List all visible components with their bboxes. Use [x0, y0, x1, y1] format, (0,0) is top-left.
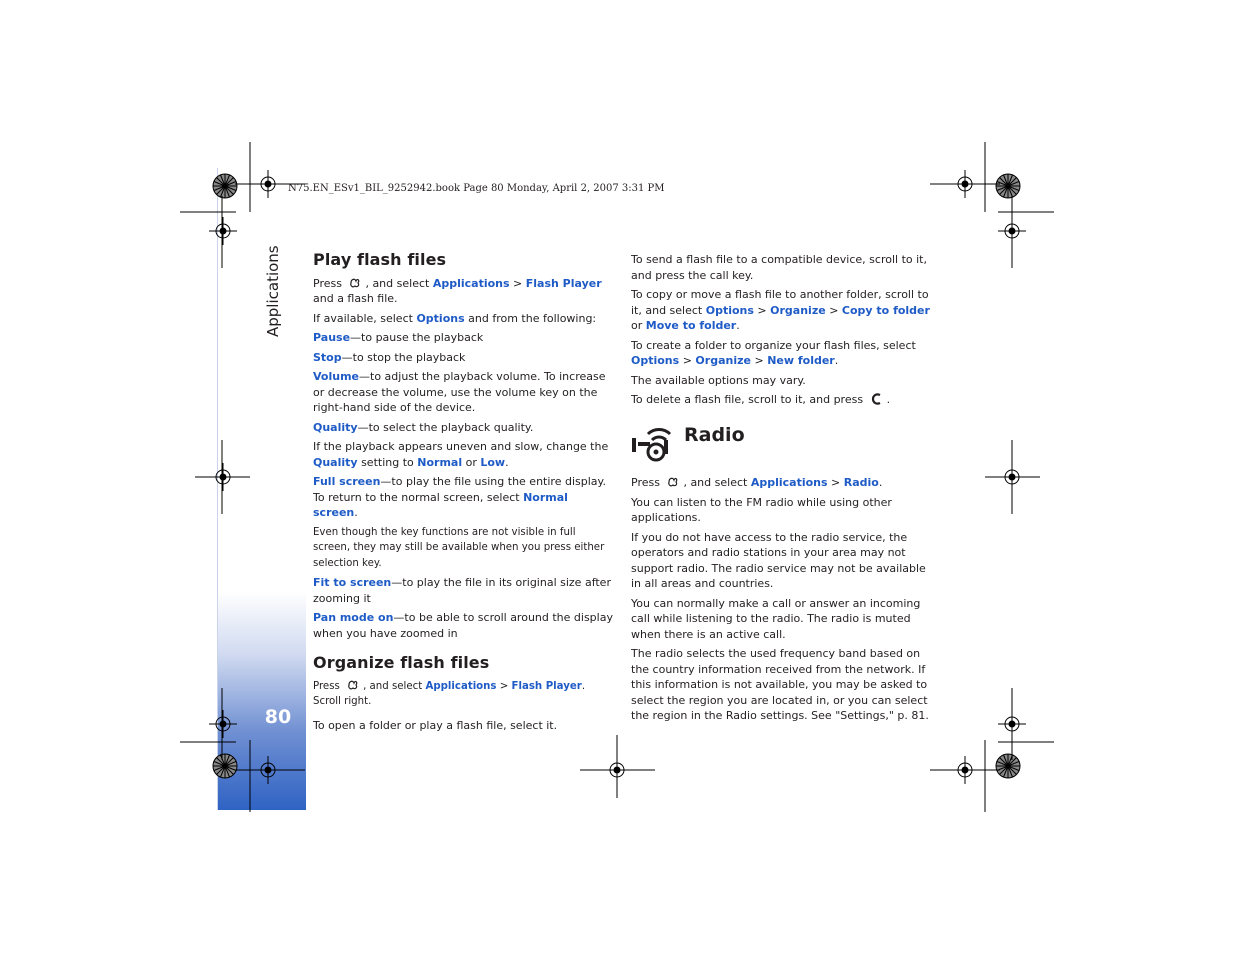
text: , and select — [683, 476, 751, 489]
radio-access-text: If you do not have access to the radio service, the operators and radio stations in your area may not support radio. The radio service may not be available in all areas and countries. — [631, 530, 926, 590]
radio-icon — [630, 426, 674, 464]
radio-band-text: The radio selects the used frequency band based on the country information received from the network. If this information is not available, you may be asked to select the region you are located in, or you can select the region in the Radio settings. See "Settings," p. 81. — [631, 647, 929, 722]
star-mark-bottom-left — [213, 754, 237, 778]
normal-screen-link[interactable]: Normal screen — [313, 490, 568, 519]
send-text: To send a flash file to a compatible device, scroll to it, and press the call key. — [631, 253, 927, 282]
star-mark-bottom-right — [996, 754, 1020, 778]
page-number: 80 — [264, 706, 292, 728]
quality-option — [313, 420, 615, 436]
pause-link[interactable]: Pause — [313, 331, 351, 344]
text: and from the following: — [464, 311, 597, 325]
pause-option — [313, 330, 615, 346]
uneven-playback — [313, 439, 615, 470]
text: —to pause the playback — [350, 331, 484, 344]
organize-heading: Organize flash files — [313, 653, 490, 672]
text: , and select — [365, 276, 433, 290]
separator: > — [496, 680, 512, 692]
text: . — [736, 319, 740, 332]
radio-instructions — [631, 475, 935, 491]
organize-link[interactable]: Organize — [770, 303, 826, 317]
copy-to-folder-link[interactable]: Copy to folder — [841, 303, 930, 317]
move-to-folder-link[interactable]: Move to folder — [645, 319, 737, 332]
play-flash-heading: Play flash files — [313, 250, 447, 269]
full-screen-link[interactable]: Full screen — [313, 475, 381, 488]
stop-option — [313, 350, 615, 366]
flash-player-link[interactable]: Flash Player — [525, 276, 602, 290]
low-link[interactable]: Low — [480, 455, 506, 469]
radio-call-text: You can normally make a call or answer an incoming call while listening to the radio. The radio is muted when there is an active call. — [631, 596, 921, 641]
radio-heading: Radio — [684, 424, 745, 446]
text: Press — [313, 276, 346, 290]
text: . — [886, 393, 891, 406]
text: . — [505, 455, 509, 469]
right-column-radio — [631, 475, 935, 728]
text: or — [631, 319, 646, 332]
text: —to stop the playback — [341, 350, 466, 364]
text: To copy or move a flash file to another folder, scroll to it, and select — [631, 288, 929, 317]
separator: > — [827, 476, 844, 489]
fullscreen-option — [313, 474, 615, 521]
applications-link-3[interactable]: Applications — [750, 476, 828, 489]
text: If available, select — [313, 311, 417, 325]
text: setting to — [357, 455, 418, 469]
menu-key-icon — [666, 476, 680, 488]
text: Press — [313, 680, 344, 692]
reg-mark-left-lower — [209, 710, 237, 738]
applications-link-2[interactable]: Applications — [425, 680, 497, 692]
text: To delete a flash file, scroll to it, and press — [631, 393, 867, 406]
normal-link[interactable]: Normal — [417, 455, 463, 469]
pan-option — [313, 610, 615, 641]
delete-text — [631, 392, 933, 408]
options-link-3[interactable]: Options — [631, 354, 680, 367]
text: , and select — [363, 680, 426, 692]
separator: > — [753, 303, 771, 317]
options-intro — [313, 311, 615, 327]
organize-instructions — [313, 679, 615, 710]
copy-text — [631, 287, 933, 334]
text: . — [834, 354, 839, 367]
print-header: N75.EN_ESv1_BIL_9252942.book Page 80 Monday, April 2, 2007 3:31 PM — [288, 183, 665, 194]
new-folder-link[interactable]: New folder — [767, 354, 835, 367]
radio-link[interactable]: Radio — [843, 476, 879, 489]
text: —to be able to scroll around the display when you have zoomed in — [313, 611, 613, 640]
text: or — [462, 455, 481, 469]
pan-mode-link[interactable]: Pan mode on — [313, 611, 394, 624]
play-instructions — [313, 276, 615, 307]
applications-link[interactable]: Applications — [432, 276, 510, 290]
quality-link[interactable]: Quality — [313, 420, 358, 434]
options-link[interactable]: Options — [416, 311, 465, 325]
star-mark-top-right — [996, 174, 1020, 198]
stop-link[interactable]: Stop — [313, 350, 342, 364]
create-folder-text — [631, 338, 933, 369]
right-column-top — [631, 252, 933, 412]
section-label: Applications — [264, 245, 282, 337]
separator: > — [825, 303, 842, 317]
options-link-2[interactable]: Options — [705, 303, 754, 317]
star-mark-top-left — [213, 174, 237, 198]
menu-key-icon — [346, 679, 360, 691]
text: . Scroll right. — [313, 680, 586, 707]
fit-option — [313, 575, 615, 606]
flash-player-link-2[interactable]: Flash Player — [511, 680, 582, 692]
text: To create a folder to organize your flash files, select — [631, 338, 916, 352]
menu-key-icon — [348, 277, 362, 289]
open-folder-text: To open a folder or play a flash file, select it. — [313, 718, 558, 732]
clear-key-icon — [870, 393, 884, 405]
separator: > — [509, 276, 526, 290]
left-column — [313, 252, 615, 737]
text: . — [878, 476, 883, 489]
text: —to adjust the playback volume. To increase or decrease the volume, use the volume key on the right-hand side of the device. — [313, 370, 606, 414]
text: —to play the file in its original size after zooming it — [313, 576, 611, 605]
fullscreen-note: Even though the key functions are not visible in full screen, they may still be available when you press either selection key. — [313, 526, 605, 569]
separator: > — [679, 354, 696, 367]
quality-link-2[interactable]: Quality — [313, 455, 358, 469]
organize-link-2[interactable]: Organize — [695, 354, 751, 367]
text: . — [354, 506, 358, 519]
volume-option — [313, 369, 615, 416]
volume-link[interactable]: Volume — [313, 370, 359, 383]
text: Press — [631, 476, 664, 489]
reg-mark-left-upper — [209, 217, 237, 245]
radio-listen-text: You can listen to the FM radio while using other applications. — [631, 495, 892, 524]
text: and a flash file. — [313, 292, 398, 305]
text: —to select the playback quality. — [357, 420, 534, 434]
fit-to-screen-link[interactable]: Fit to screen — [313, 576, 392, 589]
text: —to play the file using the entire display. To return to the normal screen, select — [313, 475, 606, 504]
text: If the playback appears uneven and slow, change the — [313, 440, 609, 453]
separator: > — [750, 354, 768, 367]
options-vary-text: The available options may vary. — [631, 373, 806, 387]
